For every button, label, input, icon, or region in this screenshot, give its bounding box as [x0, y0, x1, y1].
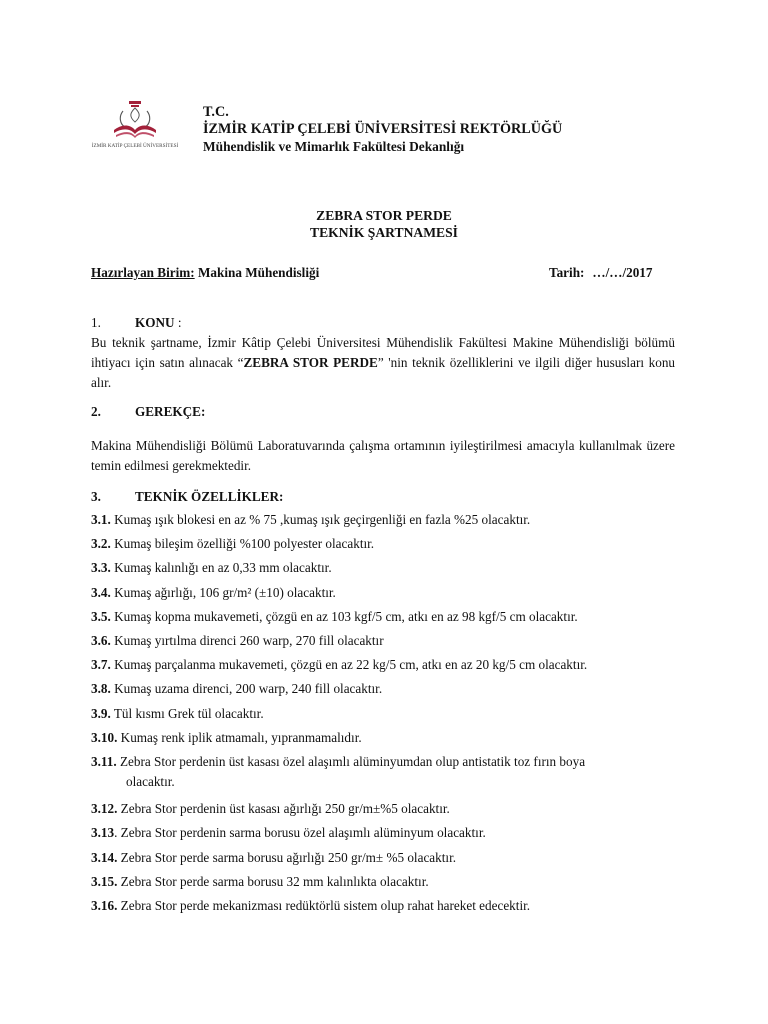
date-label: Tarih:: [549, 265, 585, 280]
spec-item: 3.4. Kumaş ağırlığı, 106 gr/m² (±10) olacaktır.: [91, 584, 336, 600]
university-logo: [91, 100, 179, 160]
spec-item: 3.16. Zebra Stor perde mekanizması redüktörlü sistem olup rahat hareket edecektir.: [91, 898, 531, 914]
gerekce-paragraph: Makina Mühendisliği Bölümü Laboratuvarında çalışma ortamının iyileştirilmesi amacıyla kullanılmak üzere temin edilmesi gerekmektedir.: [91, 438, 675, 473]
svg-text:İZMİR KATİP ÇELEBİ ÜNİVERSİTES: İZMİR KATİP ÇELEBİ ÜNİVERSİTESİ: [91, 143, 179, 149]
spec-item: 3.1. Kumaş ışık blokesi en az % 75 ,kumaş ışık geçirgenliği en fazla %25 olacaktır.: [91, 512, 531, 527]
header-tc: T.C.: [203, 104, 229, 120]
konu-paragraph: Bu teknik şartname, İzmir Kâtip Çelebi Üniversitesi Mühendislik Fakültesi Makine Mühendisliği bölümü ihtiyacı için satın alınacak “ZEBRA STOR PERDE” 'nin teknik özelliklerini ve ilgili diğer hususları konu alır.: [91, 335, 676, 390]
section-heading: 2. GEREKÇE:: [91, 404, 206, 419]
prepared-label: Hazırlayan Birim:: [91, 265, 195, 280]
section-heading: 3. TEKNİK ÖZELLİKLER:: [91, 489, 284, 504]
document-title: [0, 207, 768, 241]
crest-icon: [114, 101, 156, 138]
header-deanship: Mühendislik ve Mimarlık Fakültesi Dekanlığı: [203, 139, 465, 154]
prepared-by: [91, 265, 319, 281]
specification-list: [91, 510, 691, 920]
spec-item: 3.12. Zebra Stor perdenin üst kasası ağırlığı 250 gr/m±%5 olacaktır.: [91, 801, 450, 817]
spec-item: 3.6. Kumaş yırtılma direnci 260 warp, 270 fill olacaktır: [91, 632, 384, 648]
spec-item: 3.14. Zebra Stor perde sarma borusu ağırlığı 250 gr/m± %5 olacaktır.: [91, 849, 457, 865]
title-line-2: TEKNİK ŞARTNAMESİ: [310, 225, 458, 240]
spec-item: 3.10. Kumaş renk iplik atmamalı, yıpranmamalıdır.: [91, 729, 362, 745]
header-rectorate: İZMİR KATİP ÇELEBİ ÜNİVERSİTESİ REKTÖRLÜĞÜ: [203, 121, 563, 137]
spec-item: 3.8. Kumaş uzama direnci, 200 warp, 240 fill olacaktır.: [91, 681, 383, 697]
institution-header: [203, 104, 562, 155]
spec-item: 3.11. Zebra Stor perdenin üst kasası özel alaşımlı alüminyumdan olup antistatik toz fırın boya olacaktır.: [91, 753, 586, 789]
title-line-1: ZEBRA STOR PERDE: [316, 208, 452, 223]
spec-item: 3.2. Kumaş bileşim özelliği %100 polyester olacaktır.: [91, 536, 375, 552]
date-field: [549, 265, 653, 281]
spec-item: 3.9. Tül kısmı Grek tül olacaktır.: [91, 705, 264, 721]
section-heading: 1. KONU :: [91, 315, 182, 330]
spec-item: 3.3. Kumaş kalınlığı en az 0,33 mm olacaktır.: [91, 560, 332, 576]
date-value: …/…/2017: [592, 265, 653, 280]
spec-item: 3.13. Zebra Stor perdenin sarma borusu özel alaşımlı alüminyum olacaktır.: [91, 825, 486, 841]
spec-item: 3.7. Kumaş parçalanma mukavemeti, çözgü en az 22 kg/5 cm, atkı en az 20 kg/5 cm olacaktır.: [91, 657, 588, 673]
spec-item: 3.15. Zebra Stor perde sarma borusu 32 mm kalınlıkta olacaktır.: [91, 873, 429, 889]
spec-item: 3.5. Kumaş kopma mukavemeti, çözgü en az 103 kgf/5 cm, atkı en az 98 kgf/5 cm olacaktır.: [91, 608, 578, 624]
prepared-value: Makina Mühendisliği: [194, 265, 320, 280]
